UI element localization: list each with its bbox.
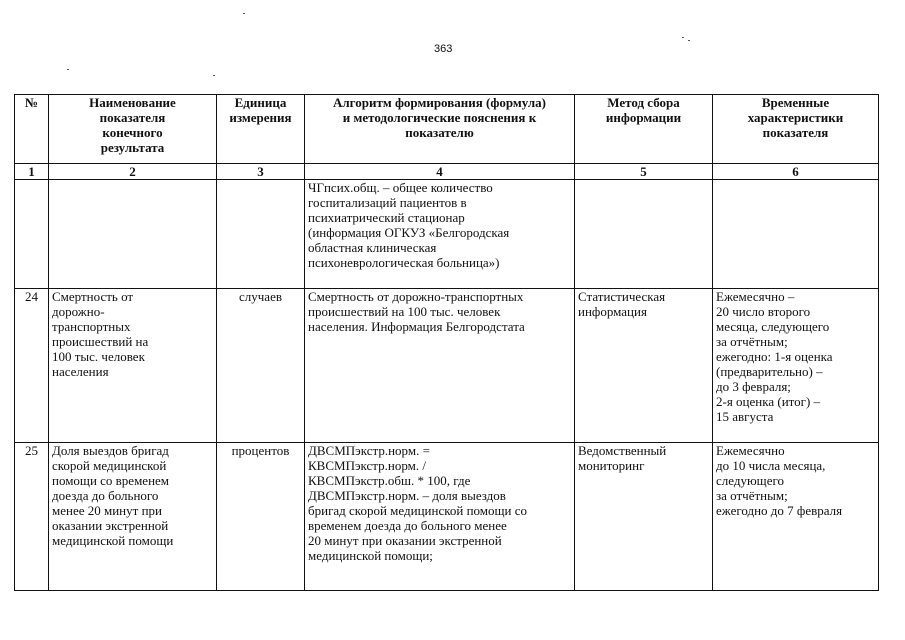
table-row (15, 180, 879, 289)
header-algorithm: Алгоритм формирования (формула) и методологические пояснения к показателю (305, 95, 575, 164)
header-number: № (15, 95, 49, 164)
indicators-table (14, 94, 879, 591)
table-row (15, 289, 879, 443)
header-indicator-name: Наименование показателя конечного результата (49, 95, 217, 164)
column-number: 1 (15, 164, 49, 180)
table-header-row (15, 95, 879, 164)
collection-method: Ведомственный мониторинг (575, 443, 713, 591)
column-number: 4 (305, 164, 575, 180)
column-number: 3 (217, 164, 305, 180)
unit: случаев (217, 289, 305, 443)
column-number: 2 (49, 164, 217, 180)
unit (217, 180, 305, 289)
row-number: 25 (15, 443, 49, 591)
collection-method: Статистическая информация (575, 289, 713, 443)
indicator-name (49, 180, 217, 289)
column-number-row (15, 164, 879, 180)
scan-speck (682, 37, 684, 38)
unit: процентов (217, 443, 305, 591)
algorithm: Смертность от дорожно-транспортных происшествий на 100 тыс. человек населения. Информация Белгородстата (305, 289, 575, 443)
header-unit: Единица измерения (217, 95, 305, 164)
scan-speck (67, 69, 69, 70)
time-characteristics: Ежемесячно – 20 число второго месяца, следующего за отчётным; ежегодно: 1-я оценка (предварительно) – до 3 февраля; 2-я оценка (итог) – 15 августа (713, 289, 879, 443)
algorithm: ДВСМПэкстр.норм. = КВСМПэкстр.норм. / КВСМПэкстр.обш. * 100, где ДВСМПэкстр.норм. – доля выездов бригад скорой медицинской помощи со временем доезда до больного менее 20 минут при оказании экстренной медицинской помощи; (305, 443, 575, 591)
time-characteristics (713, 180, 879, 289)
row-number (15, 180, 49, 289)
scan-speck (213, 75, 215, 76)
header-time-characteristics: Временные характеристики показателя (713, 95, 879, 164)
row-number: 24 (15, 289, 49, 443)
indicator-name: Доля выездов бригад скорой медицинской помощи со временем доезда до больного менее 20 минут при оказании экстренной медицинской помощи (49, 443, 217, 591)
table-row (15, 443, 879, 591)
page-number: 363 (434, 43, 453, 55)
scan-speck (243, 13, 245, 14)
time-characteristics: Ежемесячно до 10 числа месяца, следующего за отчётным; ежегодно до 7 февраля (713, 443, 879, 591)
scan-speck (688, 40, 690, 41)
algorithm: ЧГпсих.общ. – общее количество госпитализаций пациентов в психиатрический стационар (информация ОГКУЗ «Белгородская областная клиническая психоневрологическая больница») (305, 180, 575, 289)
header-collection-method: Метод сбора информации (575, 95, 713, 164)
indicator-name: Смертность от дорожно- транспортных происшествий на 100 тыс. человек населения (49, 289, 217, 443)
collection-method (575, 180, 713, 289)
column-number: 5 (575, 164, 713, 180)
column-number: 6 (713, 164, 879, 180)
